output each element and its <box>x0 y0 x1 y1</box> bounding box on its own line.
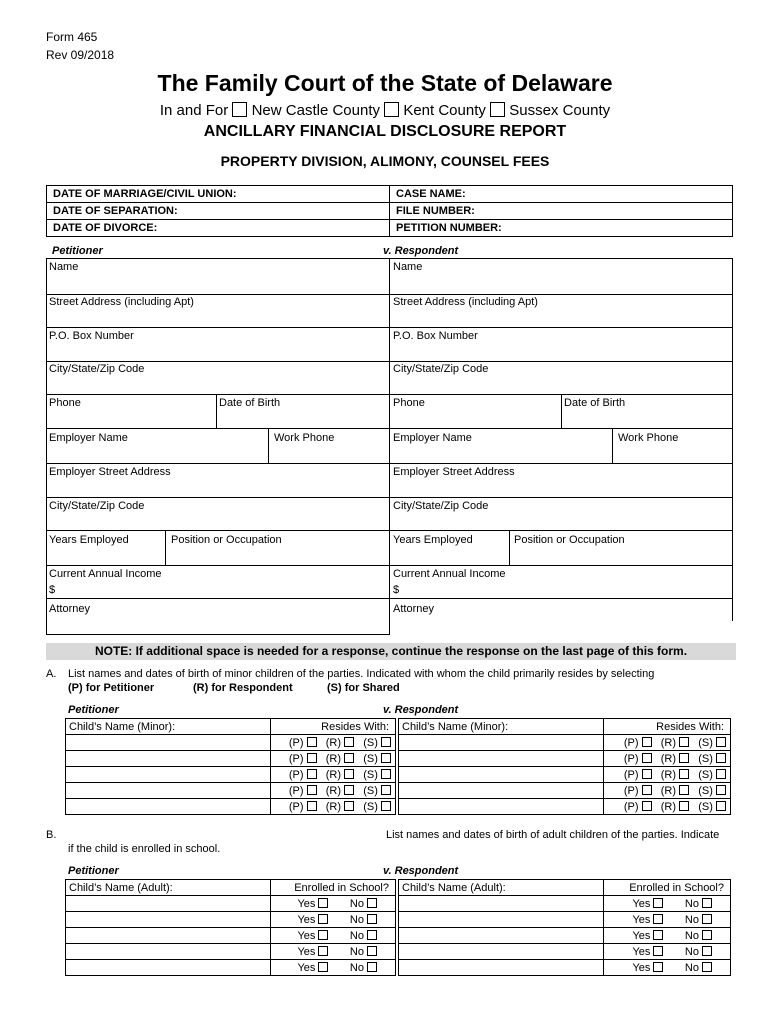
table-row: (P) (R) (S) <box>66 751 396 767</box>
minor-name-header: Child’s Name (Minor): <box>66 719 271 735</box>
section-b-respondent-heading: v. Respondent <box>383 865 459 877</box>
petitioner-phone-field[interactable]: Phone <box>49 397 81 409</box>
resides-r-checkbox[interactable] <box>344 737 354 747</box>
resides-r-checkbox[interactable] <box>344 801 354 811</box>
resides-with-header: Resides With: <box>604 719 731 735</box>
section-b-text: List names and dates of birth of adult children of the parties. Indicate <box>386 829 720 841</box>
resides-s-checkbox[interactable] <box>716 737 726 747</box>
table-row: (P) (R) (S) <box>66 735 396 751</box>
report-title: ANCILLARY FINANCIAL DISCLOSURE REPORT <box>203 123 567 140</box>
option-s-label: (S) for Shared <box>327 682 400 694</box>
table-row: Yes No <box>66 896 396 912</box>
table-row: Yes No <box>66 944 396 960</box>
table-row: Yes No <box>66 960 396 976</box>
table-row: (P) (R) (S) <box>399 799 731 815</box>
adult-name-cell[interactable] <box>66 944 271 960</box>
petitioner-name-field[interactable]: Name <box>49 261 79 273</box>
adult-children-respondent-table <box>398 879 731 976</box>
respondent-city-field[interactable]: City/State/Zip Code <box>393 363 489 375</box>
respondent-phone-field[interactable]: Phone <box>393 397 425 409</box>
table-row: Yes No <box>399 960 731 976</box>
minor-name-cell[interactable] <box>66 767 271 783</box>
table-row: (P) (R) (S) <box>66 783 396 799</box>
section-a-respondent-heading: v. Respondent <box>383 704 459 716</box>
resides-s-checkbox[interactable] <box>381 785 391 795</box>
file-number-field[interactable]: FILE NUMBER: <box>390 203 733 220</box>
resides-p-checkbox[interactable] <box>307 753 317 763</box>
table-row: Yes No <box>399 912 731 928</box>
respondent-employer-city-field[interactable]: City/State/Zip Code <box>393 500 489 512</box>
minor-name-cell[interactable] <box>66 783 271 799</box>
adult-name-cell[interactable] <box>399 960 604 976</box>
adult-name-cell[interactable] <box>399 944 604 960</box>
section-a-text: List names and dates of birth of minor children of the parties. Indicated with whom the child primarily resides by selecting <box>68 668 655 680</box>
minor-name-header: Child’s Name (Minor): <box>399 719 604 735</box>
resides-r-checkbox[interactable] <box>344 785 354 795</box>
note-text: NOTE: If additional space is needed for a response, continue the response on the last page of this form. <box>94 644 688 658</box>
enrolled-yes-checkbox[interactable] <box>318 962 328 972</box>
option-r-label: (R) for Respondent <box>193 682 293 694</box>
respondent-name-field[interactable]: Name <box>393 261 423 273</box>
table-row: Yes No <box>66 928 396 944</box>
section-a-letter: A. <box>46 668 57 680</box>
petitioner-employer-street-field[interactable]: Employer Street Address <box>49 466 171 478</box>
resides-r-checkbox[interactable] <box>679 769 689 779</box>
enrolled-no-checkbox[interactable] <box>367 914 377 924</box>
enrolled-no-checkbox[interactable] <box>702 962 712 972</box>
enrolled-no-checkbox[interactable] <box>702 930 712 940</box>
minor-name-cell[interactable] <box>66 751 271 767</box>
section-b-petitioner-heading: Petitioner <box>68 865 119 877</box>
enrolled-no-checkbox[interactable] <box>367 898 377 908</box>
form-id <box>46 28 114 64</box>
county-prefix: In and For <box>159 102 229 119</box>
court-title: The Family Court of the State of Delaware <box>157 70 613 96</box>
table-row: (P) (R) (S) <box>399 735 731 751</box>
enrolled-yes-checkbox[interactable] <box>653 914 663 924</box>
table-row: (P) (R) (S) <box>66 767 396 783</box>
county-label-sussex: Sussex County <box>509 102 611 119</box>
date-of-marriage-field[interactable]: DATE OF MARRIAGE/CIVIL UNION: <box>47 186 390 203</box>
case-name-field[interactable]: CASE NAME: <box>390 186 733 203</box>
resides-r-checkbox[interactable] <box>679 753 689 763</box>
resides-r-checkbox[interactable] <box>344 769 354 779</box>
county-label-kent: Kent County <box>403 102 486 119</box>
petitioner-street-field[interactable]: Street Address (including Apt) <box>49 296 194 308</box>
date-of-separation-field[interactable]: DATE OF SEPARATION: <box>47 203 390 220</box>
petitioner-dollar-sign: $ <box>49 584 56 596</box>
minor-name-cell[interactable] <box>399 751 604 767</box>
table-row: Yes No <box>399 928 731 944</box>
enrolled-no-checkbox[interactable] <box>702 946 712 956</box>
respondent-dollar-sign: $ <box>393 584 400 596</box>
petitioner-work-phone-field[interactable]: Work Phone <box>274 432 335 444</box>
enrolled-yes-checkbox[interactable] <box>318 914 328 924</box>
respondent-pobox-field[interactable]: P.O. Box Number <box>393 330 478 342</box>
enrolled-yes-checkbox[interactable] <box>653 930 663 940</box>
enrolled-yes-checkbox[interactable] <box>653 962 663 972</box>
resides-r-checkbox[interactable] <box>679 737 689 747</box>
resides-s-checkbox[interactable] <box>716 753 726 763</box>
respondent-years-field[interactable]: Years Employed <box>393 534 473 546</box>
minor-name-cell[interactable] <box>399 799 604 815</box>
resides-s-checkbox[interactable] <box>381 769 391 779</box>
form-number: Form 465 <box>46 30 98 44</box>
table-row: Yes No <box>399 944 731 960</box>
county-selector <box>0 102 770 119</box>
resides-p-checkbox[interactable] <box>642 737 652 747</box>
respondent-work-phone-field[interactable]: Work Phone <box>618 432 679 444</box>
resides-p-checkbox[interactable] <box>642 769 652 779</box>
adult-name-cell[interactable] <box>399 896 604 912</box>
enrolled-header: Enrolled in School? <box>604 880 731 896</box>
date-of-divorce-field[interactable]: DATE OF DIVORCE: <box>47 220 390 237</box>
adult-name-header: Child’s Name (Adult): <box>66 880 271 896</box>
enrolled-yes-checkbox[interactable] <box>653 898 663 908</box>
county-checkbox-kent[interactable] <box>384 102 399 117</box>
respondent-heading: v. Respondent <box>383 245 459 257</box>
respondent-employer-street-field[interactable]: Employer Street Address <box>393 466 515 478</box>
petitioner-employer-field[interactable]: Employer Name <box>49 432 128 444</box>
minor-children-respondent-table <box>398 718 731 815</box>
report-subtitle: PROPERTY DIVISION, ALIMONY, COUNSEL FEES <box>220 153 550 169</box>
enrolled-no-checkbox[interactable] <box>367 962 377 972</box>
resides-p-checkbox[interactable] <box>642 753 652 763</box>
adult-name-cell[interactable] <box>66 960 271 976</box>
enrolled-yes-checkbox[interactable] <box>318 898 328 908</box>
county-checkbox-sussex[interactable] <box>490 102 505 117</box>
respondent-position-field[interactable]: Position or Occupation <box>514 534 625 546</box>
resides-r-checkbox[interactable] <box>344 753 354 763</box>
adult-name-cell[interactable] <box>66 896 271 912</box>
option-p-label: (P) for Petitioner <box>68 682 155 694</box>
enrolled-no-checkbox[interactable] <box>367 946 377 956</box>
table-row: (P) (R) (S) <box>399 751 731 767</box>
table-row: (P) (R) (S) <box>399 767 731 783</box>
adult-name-cell[interactable] <box>66 912 271 928</box>
enrolled-yes-checkbox[interactable] <box>318 930 328 940</box>
minor-name-cell[interactable] <box>399 767 604 783</box>
county-checkbox-new-castle[interactable] <box>232 102 247 117</box>
resides-s-checkbox[interactable] <box>716 769 726 779</box>
minor-name-cell[interactable] <box>399 735 604 751</box>
enrolled-no-checkbox[interactable] <box>367 930 377 940</box>
resides-p-checkbox[interactable] <box>307 769 317 779</box>
enrolled-no-checkbox[interactable] <box>702 898 712 908</box>
resides-s-checkbox[interactable] <box>381 737 391 747</box>
petitioner-employer-city-field[interactable]: City/State/Zip Code <box>49 500 145 512</box>
enrolled-no-checkbox[interactable] <box>702 914 712 924</box>
resides-with-header: Resides With: <box>271 719 396 735</box>
respondent-attorney-field[interactable]: Attorney <box>393 603 434 615</box>
form-revision: Rev 09/2018 <box>46 48 115 62</box>
resides-r-checkbox[interactable] <box>679 801 689 811</box>
respondent-dob-field[interactable]: Date of Birth <box>564 397 626 409</box>
table-row: Yes No <box>66 912 396 928</box>
petition-number-field[interactable]: PETITION NUMBER: <box>390 220 733 237</box>
case-info-table <box>46 185 733 237</box>
minor-name-cell[interactable] <box>399 783 604 799</box>
resides-r-checkbox[interactable] <box>679 785 689 795</box>
section-b-letter: B. <box>46 829 57 841</box>
resides-p-checkbox[interactable] <box>307 737 317 747</box>
petitioner-attorney-field[interactable]: Attorney <box>49 603 90 615</box>
resides-p-checkbox[interactable] <box>307 785 317 795</box>
respondent-income-field[interactable]: Current Annual Income <box>393 568 506 580</box>
petitioner-city-field[interactable]: City/State/Zip Code <box>49 363 145 375</box>
section-a-petitioner-heading: Petitioner <box>68 704 119 716</box>
county-label-new-castle: New Castle County <box>251 102 380 119</box>
resides-s-checkbox[interactable] <box>716 801 726 811</box>
resides-s-checkbox[interactable] <box>381 753 391 763</box>
petitioner-position-field[interactable]: Position or Occupation <box>171 534 282 546</box>
minor-name-cell[interactable] <box>66 735 271 751</box>
resides-p-checkbox[interactable] <box>642 785 652 795</box>
section-b-text-continued: if the child is enrolled in school. <box>68 843 221 855</box>
adult-name-cell[interactable] <box>399 928 604 944</box>
petitioner-heading: Petitioner <box>52 245 103 257</box>
resides-s-checkbox[interactable] <box>381 801 391 811</box>
table-row: (P) (R) (S) <box>66 799 396 815</box>
petitioner-income-field[interactable]: Current Annual Income <box>49 568 162 580</box>
respondent-employer-field[interactable]: Employer Name <box>393 432 472 444</box>
enrolled-header: Enrolled in School? <box>271 880 396 896</box>
resides-p-checkbox[interactable] <box>642 801 652 811</box>
petitioner-years-field[interactable]: Years Employed <box>49 534 129 546</box>
adult-name-cell[interactable] <box>66 928 271 944</box>
minor-children-petitioner-table <box>65 718 396 815</box>
minor-name-cell[interactable] <box>66 799 271 815</box>
petitioner-dob-field[interactable]: Date of Birth <box>219 397 281 409</box>
enrolled-yes-checkbox[interactable] <box>653 946 663 956</box>
petitioner-pobox-field[interactable]: P.O. Box Number <box>49 330 134 342</box>
adult-name-cell[interactable] <box>399 912 604 928</box>
adult-name-header: Child’s Name (Adult): <box>399 880 604 896</box>
resides-s-checkbox[interactable] <box>716 785 726 795</box>
enrolled-yes-checkbox[interactable] <box>318 946 328 956</box>
adult-children-petitioner-table <box>65 879 396 976</box>
table-row: (P) (R) (S) <box>399 783 731 799</box>
table-row: Yes No <box>399 896 731 912</box>
respondent-street-field[interactable]: Street Address (including Apt) <box>393 296 538 308</box>
resides-p-checkbox[interactable] <box>307 801 317 811</box>
